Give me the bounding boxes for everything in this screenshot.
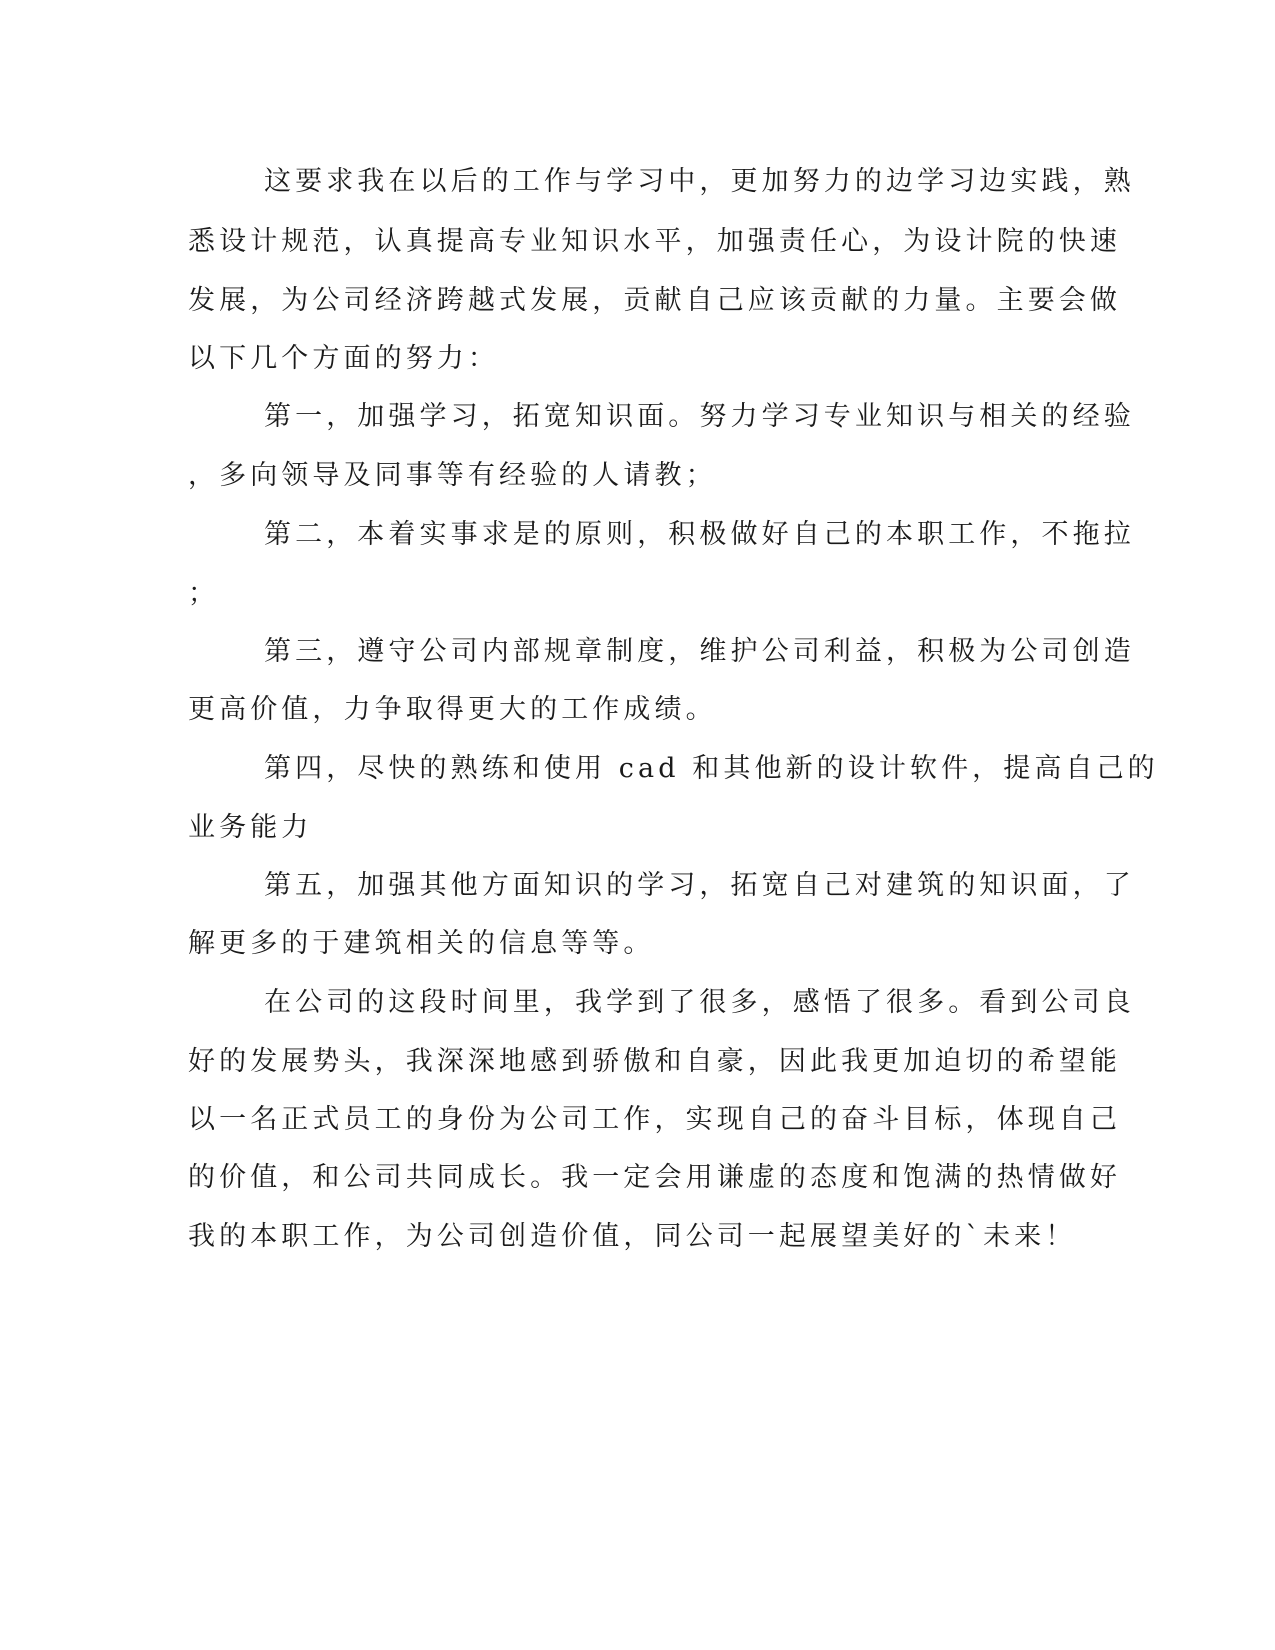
- text-line: 好的发展势头，我深深地感到骄傲和自豪，因此我更加迫切的希望能: [188, 1046, 1121, 1077]
- text-line: 的价值，和公司共同成长。我一定会用谦虚的态度和饱满的热情做好: [188, 1162, 1121, 1193]
- text-line: 第一，加强学习，拓宽知识面。努力学习专业知识与相关的经验: [264, 401, 1135, 432]
- text-line: ；: [188, 578, 220, 609]
- text-line: 这要求我在以后的工作与学习中，更加努力的边学习边实践，熟: [264, 166, 1135, 197]
- text-line: 在公司的这段时间里，我学到了很多，感悟了很多。看到公司良: [264, 987, 1135, 1018]
- text-line: 更高价值，力争取得更大的工作成绩。: [188, 694, 717, 725]
- text-line: 解更多的于建筑相关的信息等等。: [188, 928, 655, 959]
- text-line: 第四，尽快的熟练和使用 cad 和其他新的设计软件，提高自己的: [264, 753, 1159, 784]
- text-line: 以一名正式员工的身份为公司工作，实现自己的奋斗目标，体现自己: [188, 1104, 1121, 1135]
- text-line: 以下几个方面的努力：: [188, 343, 499, 374]
- text-line: 第三，遵守公司内部规章制度，维护公司利益，积极为公司创造: [264, 636, 1135, 667]
- text-line: 第二，本着实事求是的原则，积极做好自己的本职工作，不拖拉: [264, 519, 1135, 550]
- text-line: 第五，加强其他方面知识的学习，拓宽自己对建筑的知识面，了: [264, 870, 1135, 901]
- text-line: 悉设计规范，认真提高专业知识水平，加强责任心，为设计院的快速: [188, 226, 1121, 257]
- text-line: 发展，为公司经济跨越式发展，贡献自己应该贡献的力量。主要会做: [188, 285, 1121, 316]
- text-line: 业务能力: [188, 812, 313, 843]
- text-line: ，多向领导及同事等有经验的人请教；: [188, 460, 717, 491]
- text-line: 我的本职工作，为公司创造价值，同公司一起展望美好的`未来！: [188, 1221, 1077, 1252]
